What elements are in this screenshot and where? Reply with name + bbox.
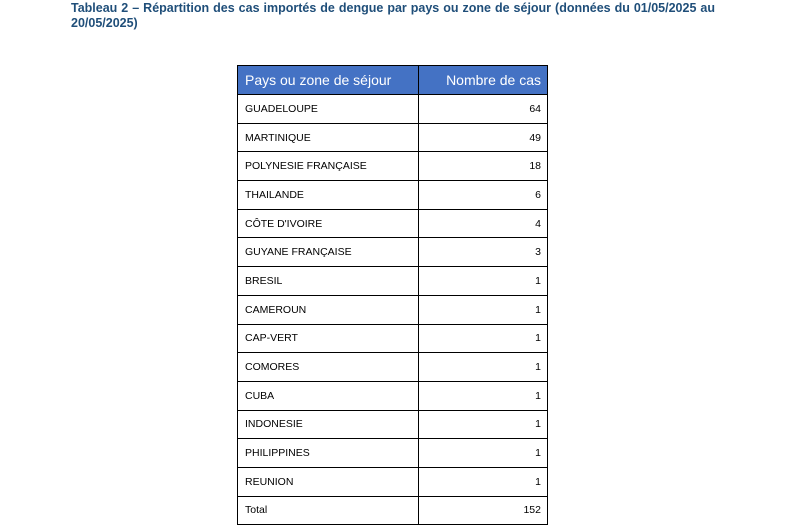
count-cell: 1 [419, 439, 548, 468]
table-row [238, 238, 548, 267]
table-header-row [238, 66, 548, 95]
table-row [238, 181, 548, 210]
country-cell: GUYANE FRANÇAISE [238, 238, 419, 267]
country-cell: BRESIL [238, 267, 419, 296]
table-row [238, 410, 548, 439]
count-cell: 6 [419, 181, 548, 210]
count-cell: 18 [419, 152, 548, 181]
total-row [238, 496, 548, 525]
country-cell: PHILIPPINES [238, 439, 419, 468]
table-row [238, 439, 548, 468]
total-label: Total [238, 496, 419, 525]
total-count: 152 [419, 496, 548, 525]
table-row [238, 324, 548, 353]
table-row [238, 123, 548, 152]
count-cell: 1 [419, 467, 548, 496]
count-cell: 3 [419, 238, 548, 267]
count-cell: 4 [419, 209, 548, 238]
country-cell: CAP-VERT [238, 324, 419, 353]
table-row [238, 152, 548, 181]
count-cell: 1 [419, 381, 548, 410]
country-cell: COMORES [238, 353, 419, 382]
count-cell: 64 [419, 95, 548, 124]
count-cell: 1 [419, 324, 548, 353]
country-cell: THAILANDE [238, 181, 419, 210]
count-cell: 1 [419, 410, 548, 439]
table-row [238, 95, 548, 124]
table-row [238, 295, 548, 324]
table-row [238, 353, 548, 382]
table-caption: Tableau 2 – Répartition des cas importés de dengue par pays ou zone de séjour (données du 01/05/2025 au 20/05/2025) [71, 1, 715, 30]
header-count: Nombre de cas [419, 66, 548, 95]
country-cell: CAMEROUN [238, 295, 419, 324]
country-cell: REUNION [238, 467, 419, 496]
country-cell: CÔTE D'IVOIRE [238, 209, 419, 238]
table-row [238, 267, 548, 296]
country-cell: MARTINIQUE [238, 123, 419, 152]
table-row [238, 209, 548, 238]
count-cell: 1 [419, 267, 548, 296]
dengue-cases-table [237, 65, 548, 525]
count-cell: 1 [419, 353, 548, 382]
country-cell: INDONESIE [238, 410, 419, 439]
table-row [238, 467, 548, 496]
table-row [238, 381, 548, 410]
count-cell: 49 [419, 123, 548, 152]
count-cell: 1 [419, 295, 548, 324]
country-cell: POLYNESIE FRANÇAISE [238, 152, 419, 181]
country-cell: CUBA [238, 381, 419, 410]
header-country: Pays ou zone de séjour [238, 66, 419, 95]
country-cell: GUADELOUPE [238, 95, 419, 124]
